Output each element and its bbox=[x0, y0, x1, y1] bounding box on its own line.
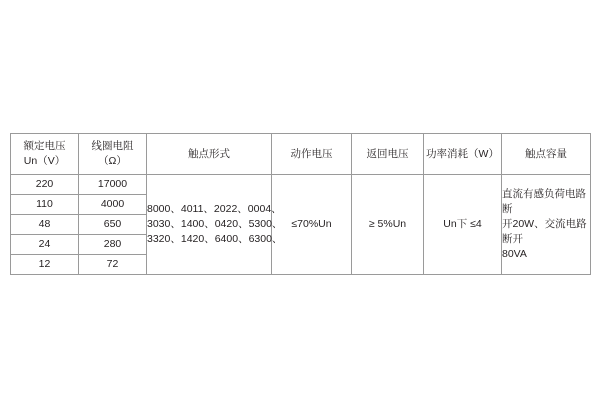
cell-dropout-voltage: ≥ 5%Un bbox=[352, 175, 424, 275]
cell-rated-voltage: 110 bbox=[11, 195, 79, 215]
cell-rated-voltage: 220 bbox=[11, 175, 79, 195]
column-header-contact-form bbox=[147, 134, 272, 175]
cell-coil-resistance: 17000 bbox=[79, 175, 147, 195]
specification-table bbox=[10, 133, 591, 275]
column-header-rated-voltage bbox=[11, 134, 79, 175]
contact-form-line: 3030、1400、0420、5300、 bbox=[147, 218, 283, 230]
cell-coil-resistance: 4000 bbox=[79, 195, 147, 215]
column-header-contact-capacity bbox=[502, 134, 591, 175]
cell-rated-voltage: 24 bbox=[11, 235, 79, 255]
column-header-dropout-voltage bbox=[352, 134, 424, 175]
cell-power-consumption: Un下 ≤4 bbox=[424, 175, 502, 275]
header-line-2: Un（V） bbox=[23, 155, 66, 167]
cell-coil-resistance: 650 bbox=[79, 215, 147, 235]
header-line-1: 额定电压 bbox=[23, 140, 66, 152]
contact-form-line: 3320、1420、6400、6300、 bbox=[147, 233, 283, 245]
header-line-2: （Ω） bbox=[98, 155, 127, 167]
table-row bbox=[11, 175, 591, 195]
column-header-power-consumption bbox=[424, 134, 502, 175]
column-header-pickup-voltage bbox=[272, 134, 352, 175]
cell-coil-resistance: 280 bbox=[79, 235, 147, 255]
header-line-1: 动作电压 bbox=[290, 147, 333, 160]
cell-pickup-voltage: ≤70%Un bbox=[272, 175, 352, 275]
header-line-1: 返回电压 bbox=[366, 147, 409, 160]
cell-rated-voltage: 12 bbox=[11, 255, 79, 275]
header-line-1: 线圈电阻 bbox=[91, 140, 134, 152]
cell-contact-capacity bbox=[502, 175, 591, 275]
column-header-coil-resistance bbox=[79, 134, 147, 175]
contact-capacity-line: 80VA bbox=[502, 248, 527, 260]
contact-capacity-line: 直流有感负荷电路断 bbox=[502, 188, 586, 215]
header-line-1: 功率消耗（W） bbox=[426, 147, 499, 160]
header-line-1: 触点形式 bbox=[188, 147, 230, 160]
cell-contact-form bbox=[147, 175, 283, 275]
contact-form-line: 8000、4011、2022、0004、 bbox=[147, 203, 282, 215]
header-line-1: 触点容量 bbox=[525, 147, 567, 160]
cell-rated-voltage: 48 bbox=[11, 215, 79, 235]
contact-capacity-line: 开20W、交流电路断开 bbox=[502, 218, 587, 245]
cell-coil-resistance: 72 bbox=[79, 255, 147, 275]
table-header-row bbox=[11, 134, 591, 175]
